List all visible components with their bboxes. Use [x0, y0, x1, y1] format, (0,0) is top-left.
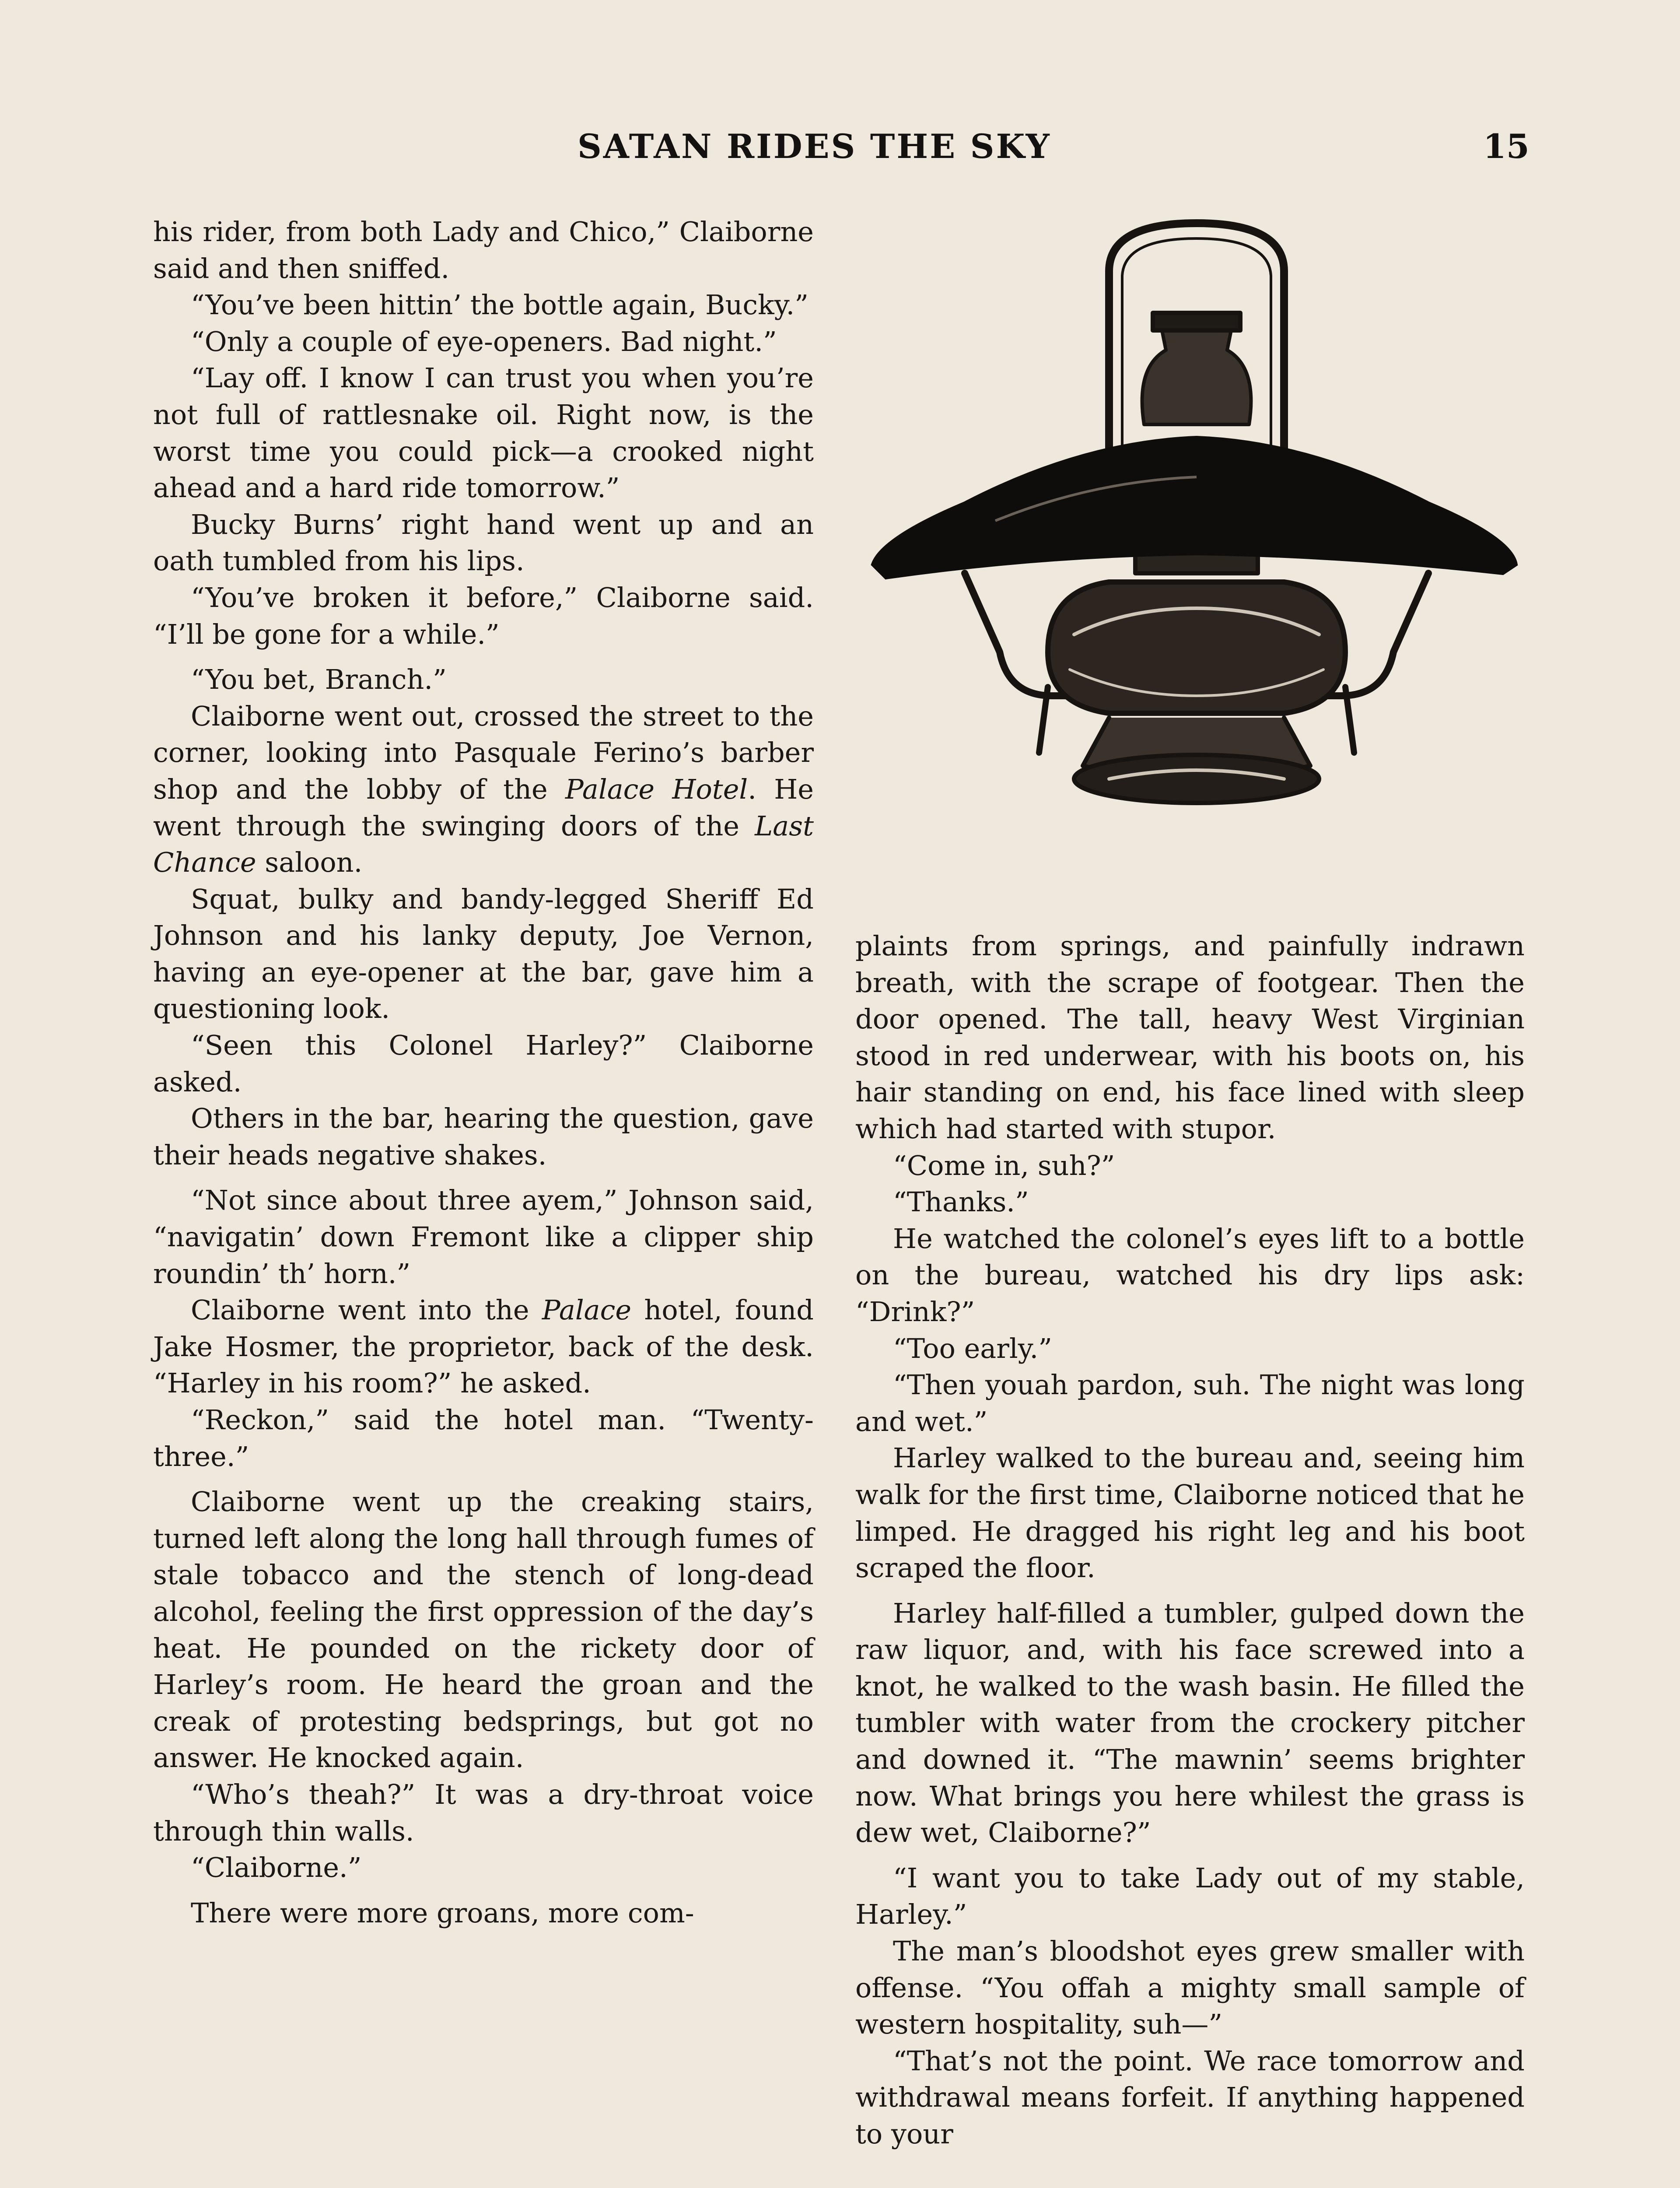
paragraph: The man’s bloodshot eyes grew smaller with offense. “You offah a mighty small sample of western hospitality, suh—”	[855, 1935, 1525, 2041]
page-number: 15	[1483, 127, 1530, 166]
oil-lamp-illustration	[864, 214, 1522, 893]
paragraph: Claiborne went into the Palace hotel, found Jake Hosmer, the proprietor, back of the desk. “Harley in his room?” he asked.	[153, 1294, 814, 1399]
paragraph: Claiborne went up the creaking stairs, turned left along the long hall through fumes of stale tobacco and the stench of long-dead alcohol, feeling the first oppression of the day’s heat. He pounded on the rickety door of Harley’s room. He heard the groan and the creak of protesting bedsprings, but got no answer. He knocked again.	[153, 1486, 814, 1774]
left-text-column	[153, 214, 814, 1931]
paragraph: his rider, from both Lady and Chico,” Claiborne said and then sniffed.	[153, 216, 814, 284]
paragraph: He watched the colonel’s eyes lift to a bottle on the bureau, watched his dry lips ask: “Drink?”	[855, 1222, 1525, 1328]
paragraph: Bucky Burns’ right hand went up and an oath tumbled from his lips.	[153, 508, 814, 577]
paragraph: There were more groans, more com-	[191, 1897, 694, 1929]
running-header	[0, 127, 1680, 175]
paragraph: “Reckon,” said the hotel man. “Twenty-three.”	[153, 1404, 814, 1473]
paragraph: Others in the bar, hearing the question, gave their heads negative shakes.	[153, 1102, 814, 1171]
paragraph: “I want you to take Lady out of my stable, Harley.”	[855, 1862, 1525, 1931]
paragraph: “You bet, Branch.”	[191, 663, 447, 696]
paragraph: Claiborne went out, crossed the street to the corner, looking into Pasquale Ferino’s barber shop and the lobby of the Palace Hotel. He went through the swinging doors of the Last Chance saloon.	[153, 700, 814, 879]
paragraph: “Come in, suh?”	[893, 1149, 1115, 1182]
paragraph: “Thanks.”	[893, 1186, 1029, 1218]
paragraph: “That’s not the point. We race tomorrow and withdrawal means forfeit. If anything happened to your	[855, 2044, 1525, 2150]
paragraph: “Then youah pardon, suh. The night was long and wet.”	[855, 1369, 1525, 1438]
paragraph: Harley walked to the bureau and, seeing him walk for the first time, Claiborne noticed that he limped. He dragged his right leg and his boot scraped the floor.	[855, 1442, 1525, 1584]
paragraph: “Who’s theah?” It was a dry-throat voice through thin walls.	[153, 1778, 814, 1847]
paragraph: “You’ve been hittin’ the bottle again, Bucky.”	[191, 289, 808, 321]
paragraph: Harley half-filled a tumbler, gulped down the raw liquor, and, with his face screwed into a knot, he walked to the wash basin. He filled the tumbler with water from the crockery pitcher and downed it. “The mawnin’ seems brighter now. What brings you here whilest the grass is dew wet, Claiborne?”	[855, 1597, 1525, 1849]
paragraph: “Too early.”	[893, 1332, 1052, 1364]
paragraph: “Lay off. I know I can trust you when you’re not full of rattlesnake oil. Right now, is the worst time you could pick—a crooked night ahead and a hard ride tomorrow.”	[153, 362, 814, 504]
paragraph: Squat, bulky and bandy-legged Sheriff Ed Johnson and his lanky deputy, Joe Vernon, having an eye-opener at the bar, gave him a questioning look.	[153, 883, 814, 1025]
paragraph: “You’ve broken it before,” Claiborne said. “I’ll be gone for a while.”	[153, 581, 814, 650]
paragraph: “Seen this Colonel Harley?” Claiborne asked.	[153, 1029, 814, 1098]
paragraph: “Not since about three ayem,” Johnson said, “navigatin’ down Fremont like a clipper ship roundin’ th’ horn.”	[153, 1184, 814, 1290]
running-title: SATAN RIDES THE SKY	[578, 127, 1051, 166]
paragraph: plaints from springs, and painfully indrawn breath, with the scrape of footgear. Then the door opened. The tall, heavy West Virginian stood in red underwear, with his boots on, his hair standing on end, his face lined with sleep which had started with stupor.	[855, 930, 1525, 1145]
paragraph: “Only a couple of eye-openers. Bad night.”	[191, 325, 777, 358]
right-text-column	[855, 928, 1525, 2153]
paragraph: “Claiborne.”	[191, 1851, 362, 1884]
